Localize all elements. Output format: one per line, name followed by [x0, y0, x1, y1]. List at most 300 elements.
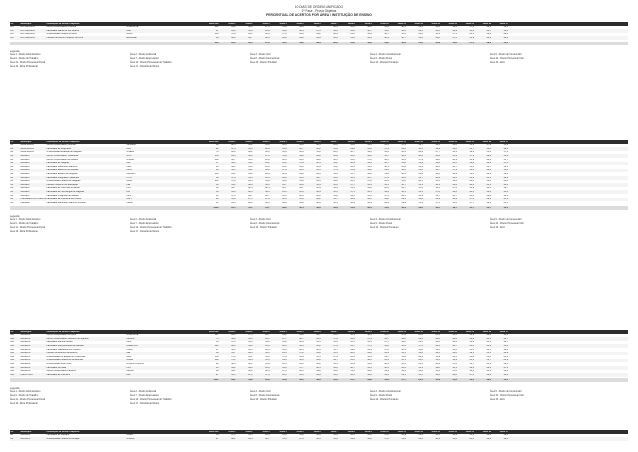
cell-value: 59,6 — [469, 151, 474, 154]
cell-value: 43,3 — [486, 341, 492, 344]
cell-value: Área 6 — [313, 140, 321, 143]
cell-instituicao: Instituição de Ensino Superior — [46, 330, 80, 333]
table-total-row — [10, 378, 628, 382]
cell-value: 71,3 — [231, 355, 236, 358]
cell-value: 63,6 — [469, 355, 474, 358]
cell-value: 63,1 — [248, 33, 253, 36]
cell-value: 46,8 — [282, 36, 287, 39]
cell-value: 61,4 — [248, 437, 253, 440]
cell-value: 52,7 — [248, 36, 253, 39]
legend-item: Área 9 - Direito Penal — [370, 58, 392, 61]
cell-value: 58,1 — [231, 165, 236, 168]
cell-value: 52,1 — [418, 183, 423, 186]
cell-instituicao: Instituição de Ensino Superior — [46, 430, 80, 433]
cell-value: 47,7 — [384, 341, 389, 344]
cell-value: Área 8 — [347, 330, 355, 333]
cell-value: Área 1 — [228, 330, 236, 333]
cell-value: 48,6 — [486, 334, 492, 337]
cell-value: 45,3 — [401, 344, 406, 347]
cell-value: 69,7 — [333, 359, 338, 362]
cell-value: Área 16 — [482, 140, 492, 143]
cell-value: 42,8 — [435, 158, 440, 161]
cell-value: 58,9 — [231, 36, 236, 39]
cell-value: 52,0 — [282, 42, 287, 45]
cell-value: 44,8 — [282, 162, 287, 165]
cell-value: 45,1 — [316, 169, 321, 172]
cell-value: 47,8 — [384, 434, 389, 437]
cell-value: 54,3 — [231, 201, 236, 204]
cell-value: 53,9 — [469, 158, 474, 161]
cell-value: 48,2 — [367, 359, 372, 362]
cell-value: Área 11 — [397, 140, 406, 143]
legend-item: Área 7 - Direito Empresarial — [130, 58, 159, 61]
legend-item: Área 13 - Direito Tributário — [250, 398, 277, 401]
cell-value: 58,2 — [452, 355, 457, 358]
legend-item: Área 10 - Direito Processual Civil — [490, 394, 524, 397]
legend-item: Área 6 - Direito do Trabalho — [10, 58, 39, 61]
cell-value: 45,8 — [503, 190, 509, 193]
cell-value: 51,2 — [452, 378, 457, 381]
cell-value: 36,9 — [435, 198, 440, 201]
legend-item: Área 17 - Filosofia do Direito — [130, 402, 160, 405]
cell-value: 55,0 — [333, 147, 338, 150]
cell-municipio: RIO BRANCO — [20, 33, 36, 36]
cell-value: 39,9 — [401, 201, 406, 204]
cell-value: Área 10 — [380, 22, 389, 25]
cell-value: 50,8 — [418, 198, 423, 201]
cell-municipio: MACEIÓ — [20, 190, 30, 193]
cell-value: 56,8 — [248, 378, 253, 381]
cell-value: 46,4 — [486, 172, 492, 175]
cell-value: 44,2 — [316, 362, 321, 365]
cell-value: 60,2 — [503, 33, 509, 36]
cell-sigla: FAPI — [126, 198, 132, 201]
cell-value: 51,5 — [248, 176, 253, 179]
cell-uf: AM — [10, 348, 14, 351]
cell-value: Área 2 — [245, 140, 253, 143]
cell-value: 55,5 — [333, 434, 338, 437]
cell-value: Área 7 — [330, 22, 338, 25]
cell-value: 45,6 — [486, 344, 492, 347]
legend-item: Área 15 - ECA — [490, 226, 505, 229]
cell-value: 58,7 — [384, 33, 389, 36]
cell-value: 36,3 — [299, 190, 304, 193]
cell-value: 49,0 — [486, 154, 492, 157]
cell-value: 56,8 — [316, 359, 321, 362]
cell-value: 53,8 — [350, 29, 355, 32]
cell-value: 1121 — [213, 378, 219, 381]
cell-value: 35,5 — [367, 341, 372, 344]
cell-uf: AL — [10, 180, 14, 183]
report-subtitle: 1ª Fase - Prova Objetiva — [301, 9, 337, 13]
cell-value: 48,9 — [282, 172, 287, 175]
cell-value: 47,3 — [469, 198, 474, 201]
cell-value: 37,9 — [299, 162, 304, 165]
cell-value: 40,6 — [435, 165, 440, 168]
cell-value: 55,3 — [265, 359, 270, 362]
cell-value: 42,4 — [282, 198, 287, 201]
cell-value: Área 2 — [245, 430, 253, 433]
cell-municipio: MACEIÓ — [20, 187, 30, 190]
cell-value: 52,9 — [384, 378, 389, 381]
cell-value: 50,4 — [299, 355, 304, 358]
cell-value: 47,7 — [401, 378, 406, 381]
cell-value: 48,0 — [503, 348, 509, 351]
cell-value: 61,0 — [418, 26, 423, 29]
legend-item: Área 3 - Direito Civil — [250, 218, 271, 221]
cell-instituicao: Universidade Federal de Alagoas — [46, 180, 81, 183]
cell-uf: UF — [10, 22, 14, 25]
cell-value: 54,4 — [469, 172, 474, 175]
cell-uf: AM — [10, 341, 14, 344]
cell-sigla: UNINORTE — [126, 334, 139, 337]
cell-uf: AM — [10, 355, 14, 358]
cell-value: 43,7 — [486, 165, 492, 168]
cell-municipio: ARAPIRACA — [20, 147, 34, 150]
cell-value: 47,6 — [503, 162, 509, 165]
cell-sigla: UEA — [126, 355, 132, 358]
legend-item: Área 13 - Direito Tributário — [250, 62, 277, 65]
report-heading: PERCENTUAL DE ACERTOS POR ÁREA / INSTITUIÇÃO DE ENSINO — [266, 13, 372, 17]
cell-instituicao: Faculdade Metropolitana de Manaus — [46, 344, 84, 347]
cell-value: 54,9 — [265, 180, 270, 183]
cell-uf: AM — [10, 366, 14, 369]
cell-value: 38,3 — [299, 348, 304, 351]
cell-value: 56,6 — [350, 42, 355, 45]
cell-value: 41 — [215, 147, 219, 150]
cell-value: Área 10 — [380, 430, 389, 433]
cell-value: 53,3 — [384, 334, 389, 337]
cell-value: 40,3 — [367, 334, 372, 337]
cell-sigla: UFAM — [126, 359, 133, 362]
cell-value: 40,2 — [367, 26, 372, 29]
cell-uf: AL — [10, 201, 14, 204]
cell-value: 59,7 — [418, 144, 423, 147]
cell-value: 48,7 — [350, 366, 355, 369]
cell-value: 74 — [215, 337, 219, 340]
cell-value: 46,7 — [486, 29, 492, 32]
cell-value: 50,4 — [469, 194, 474, 197]
cell-value: 49,5 — [350, 194, 355, 197]
cell-value: 55,5 — [418, 187, 423, 190]
cell-value: 44,6 — [452, 352, 457, 355]
cell-value: 76 — [215, 151, 219, 154]
cell-municipio: MACEIÓ — [20, 183, 30, 186]
cell-value: 45,8 — [316, 344, 321, 347]
cell-value: 49,4 — [316, 42, 321, 45]
legend-item: Área 8 - Direito Internacional — [250, 222, 280, 225]
cell-value: 43,6 — [452, 190, 457, 193]
cell-value: 55,6 — [333, 176, 338, 179]
cell-value: Área 17 — [499, 330, 509, 333]
cell-value: Área 8 — [347, 140, 355, 143]
legend-line — [10, 62, 628, 66]
cell-value: 44,2 — [452, 183, 457, 186]
cell-value: Área 15 — [465, 430, 474, 433]
cell-value: 54,7 — [333, 348, 338, 351]
cell-value: 40,2 — [316, 198, 321, 201]
cell-value: 43,8 — [299, 334, 304, 337]
cell-value: Área 10 — [380, 140, 389, 143]
cell-sigla: FCJ — [126, 187, 131, 190]
cell-value: 57,3 — [231, 147, 236, 150]
cell-uf: AL — [10, 165, 14, 168]
cell-value: 46,0 — [452, 147, 457, 150]
cell-value: 40,6 — [486, 190, 492, 193]
cell-value: 47,1 — [384, 194, 389, 197]
legend-item: Área 2 - Direito Ambiental — [130, 390, 157, 393]
cell-value: 51,1 — [350, 187, 355, 190]
cell-value: 52,4 — [384, 144, 389, 147]
cell-value: 38 — [215, 183, 219, 186]
cell-value: 41,5 — [486, 352, 492, 355]
cell-value: 29 — [215, 198, 219, 201]
cell-value: 43,8 — [367, 437, 372, 440]
cell-value: 39,0 — [435, 366, 440, 369]
cell-value: 60,9 — [384, 180, 389, 183]
legend-item: Área 1 - Direito Administrativo — [10, 54, 41, 57]
cell-value: 49,1 — [486, 26, 492, 29]
legend-item: Área 11 - Direito Processual Penal — [10, 62, 46, 65]
cell-value: 45,8 — [282, 341, 287, 344]
cell-value: 46,7 — [384, 162, 389, 165]
cell-value: 49,0 — [316, 154, 321, 157]
cell-value: Área 12 — [414, 140, 423, 143]
legend-item: Área 5 - Direito do Consumidor — [490, 218, 522, 221]
cell-sigla: UFAL — [126, 180, 133, 183]
cell-value: 54,6 — [418, 434, 423, 437]
cell-uf: AL — [10, 183, 14, 186]
cell-value: 46,5 — [384, 366, 389, 369]
legend-item: Área 8 - Direito Internacional — [250, 58, 280, 61]
cell-value: 56,9 — [469, 334, 474, 337]
cell-value: Área 1 — [228, 140, 236, 143]
cell-value: 51,6 — [299, 180, 304, 183]
cell-value: 46,9 — [316, 206, 321, 209]
cell-uf: AM — [10, 337, 14, 340]
cell-value: 40,4 — [299, 169, 304, 172]
legend-item: Área 14 - Direitos Humanos — [370, 62, 399, 65]
cell-value: 45,5 — [384, 183, 389, 186]
cell-instituicao: Faculdade de Ciências Jurídicas — [46, 187, 80, 190]
cell-value: Área 4 — [279, 22, 287, 25]
cell-value: 52,5 — [503, 206, 509, 209]
cell-value: 59,8 — [231, 337, 236, 340]
cell-value: 62,2 — [350, 355, 355, 358]
cell-value: Área 3 — [262, 22, 270, 25]
cell-sigla: FMN — [126, 169, 132, 172]
cell-value: 50,9 — [350, 362, 355, 365]
cell-value: 42,5 — [316, 162, 321, 165]
cell-uf: AL — [10, 169, 14, 172]
legend-item: Área 16 - Ética Profissional — [10, 66, 38, 69]
cell-value: 50,3 — [469, 348, 474, 351]
cell-value: 53,1 — [418, 366, 423, 369]
cell-value: 46,1 — [350, 373, 355, 376]
cell-value: 56,4 — [231, 162, 236, 165]
cell-value: 27 — [215, 373, 219, 376]
cell-value: 166 — [214, 355, 219, 358]
cell-value: 38,5 — [435, 352, 440, 355]
cell-value: 49,6 — [503, 36, 509, 39]
cell-value: 49,2 — [282, 206, 287, 209]
cell-value: 50,1 — [350, 341, 355, 344]
cell-value: 45,8 — [265, 144, 270, 147]
legend-item: Área 5 - Direito do Consumidor — [490, 390, 522, 393]
cell-municipio: MANAUS — [20, 341, 31, 344]
cell-sigla: FAT — [126, 190, 131, 193]
cell-value: 43,9 — [265, 158, 270, 161]
cell-value: 44,8 — [503, 373, 509, 376]
cell-value: 57,0 — [503, 151, 509, 154]
cell-municipio: MACAPÁ — [20, 434, 31, 437]
cell-value: Área 5 — [296, 22, 304, 25]
cell-value: 49,7 — [503, 187, 509, 190]
cell-uf: AC — [10, 26, 14, 29]
cell-value: Área 5 — [296, 330, 304, 333]
cell-value: 41,6 — [265, 165, 270, 168]
cell-value: 41,3 — [299, 158, 304, 161]
cell-value: 66,8 — [231, 151, 236, 154]
cell-value: 42,1 — [265, 187, 270, 190]
cell-value: 54 — [215, 434, 219, 437]
cell-value: 55,1 — [248, 206, 253, 209]
cell-uf: AM — [10, 334, 14, 337]
legend-item — [250, 403, 370, 407]
cell-value: 51,0 — [384, 172, 389, 175]
cell-value: 40,3 — [486, 201, 492, 204]
cell-value: 64,1 — [248, 355, 253, 358]
cell-value: 54,0 — [333, 366, 338, 369]
legend-line — [10, 58, 628, 62]
cell-value: 35,6 — [299, 198, 304, 201]
cell-value: 39,5 — [265, 352, 270, 355]
cell-instituicao: Faculdade de Palmeira dos Índios — [46, 198, 82, 201]
cell-value: 50,1 — [503, 370, 509, 373]
cell-value: 40,7 — [265, 194, 270, 197]
cell-value: 55,4 — [248, 29, 253, 32]
cell-value: 56,1 — [401, 359, 406, 362]
cell-value: 69 — [215, 370, 219, 373]
cell-instituicao: Centro Universitário Cesmac — [46, 144, 76, 147]
cell-value: 46,3 — [401, 206, 406, 209]
cell-value: 51,9 — [469, 36, 474, 39]
cell-value: 53,8 — [384, 42, 389, 45]
cell-value: 44,3 — [435, 144, 440, 147]
cell-value: Área 15 — [465, 330, 474, 333]
cell-value: 45,1 — [452, 366, 457, 369]
cell-value: 55,2 — [231, 183, 236, 186]
cell-value: 50,7 — [503, 337, 509, 340]
cell-value: Área 2 — [245, 330, 253, 333]
legend-item: Área 3 - Direito Civil — [250, 54, 271, 57]
cell-value: 38,1 — [435, 183, 440, 186]
cell-value: 39,6 — [435, 348, 440, 351]
cell-municipio: ARAPIRACA — [20, 144, 34, 147]
legend-item — [490, 66, 610, 70]
cell-value: 32,9 — [367, 201, 372, 204]
cell-value: 63,9 — [231, 334, 236, 337]
cell-municipio: ARAPIRACA — [20, 151, 34, 154]
cell-value: 36,0 — [367, 362, 372, 365]
legend-item — [370, 403, 490, 407]
cell-value: 34,0 — [367, 352, 372, 355]
cell-value: 58,6 — [418, 206, 423, 209]
cell-value: Área 7 — [330, 330, 338, 333]
table-row — [10, 36, 628, 40]
cell-municipio: MACEIÓ — [20, 165, 30, 168]
cell-value: 43,3 — [452, 201, 457, 204]
legend-line — [10, 231, 628, 235]
cell-value: 40,9 — [435, 362, 440, 365]
cell-municipio: MANAUS — [20, 355, 31, 358]
cell-value: 47,1 — [350, 190, 355, 193]
cell-instituicao: Universidade do Estado do Amazonas — [46, 355, 86, 358]
cell-value: 68,1 — [418, 180, 423, 183]
cell-value: 59,6 — [282, 359, 287, 362]
cell-value: 51,7 — [333, 198, 338, 201]
cell-value: 39,7 — [299, 187, 304, 190]
cell-sigla: CEULM — [126, 337, 135, 340]
cell-value: 48,2 — [452, 337, 457, 340]
cell-value: 187 — [214, 334, 219, 337]
cell-value: 45,9 — [282, 434, 287, 437]
cell-value: 45,2 — [282, 348, 287, 351]
cell-value: 54,1 — [503, 378, 509, 381]
legend-item — [250, 231, 370, 235]
cell-value: 56,1 — [350, 334, 355, 337]
cell-value: 54,5 — [503, 334, 509, 337]
cell-value: 36,0 — [299, 201, 304, 204]
cell-municipio: MACEIÓ — [20, 172, 30, 175]
cell-value: 46,6 — [367, 355, 372, 358]
cell-value: 62,9 — [418, 151, 423, 154]
cell-value: 35,3 — [299, 373, 304, 376]
cell-value: Área 16 — [482, 430, 492, 433]
cell-value: 53,1 — [435, 180, 440, 183]
cell-value: 63,5 — [350, 180, 355, 183]
cell-value: 51,2 — [503, 344, 509, 347]
cell-value: 65,4 — [248, 180, 253, 183]
cell-value: 42,0 — [486, 366, 492, 369]
cell-value: 48,6 — [384, 187, 389, 190]
cell-value: 64,2 — [418, 437, 423, 440]
cell-value: 57,5 — [469, 42, 474, 45]
cell-uf: AM — [10, 359, 14, 362]
legend-item: Área 1 - Direito Administrativo — [10, 390, 41, 393]
cell-value: Área 8 — [347, 22, 355, 25]
cell-value: 43,0 — [486, 147, 492, 150]
cell-value: 43,9 — [316, 165, 321, 168]
cell-value: 48,7 — [316, 334, 321, 337]
cell-uf: AM — [10, 373, 14, 376]
cell-value: 40,6 — [367, 42, 372, 45]
cell-instituicao: Faculdade Raimundo Marinho — [46, 165, 78, 168]
cell-value: 51,3 — [384, 206, 389, 209]
cell-value: 51,1 — [469, 434, 474, 437]
cell-value: 34,4 — [367, 366, 372, 369]
cell-value: 47,6 — [299, 437, 304, 440]
cell-value: 59,6 — [333, 29, 338, 32]
cell-value: 57,1 — [418, 344, 423, 347]
cell-value: 44,2 — [384, 198, 389, 201]
cell-value: 46,9 — [503, 352, 509, 355]
cell-value: 57,4 — [333, 337, 338, 340]
cell-value: 53,7 — [350, 172, 355, 175]
cell-municipio: PARINTINS — [20, 373, 33, 376]
cell-value: 66 — [215, 176, 219, 179]
legend-line — [10, 227, 628, 231]
